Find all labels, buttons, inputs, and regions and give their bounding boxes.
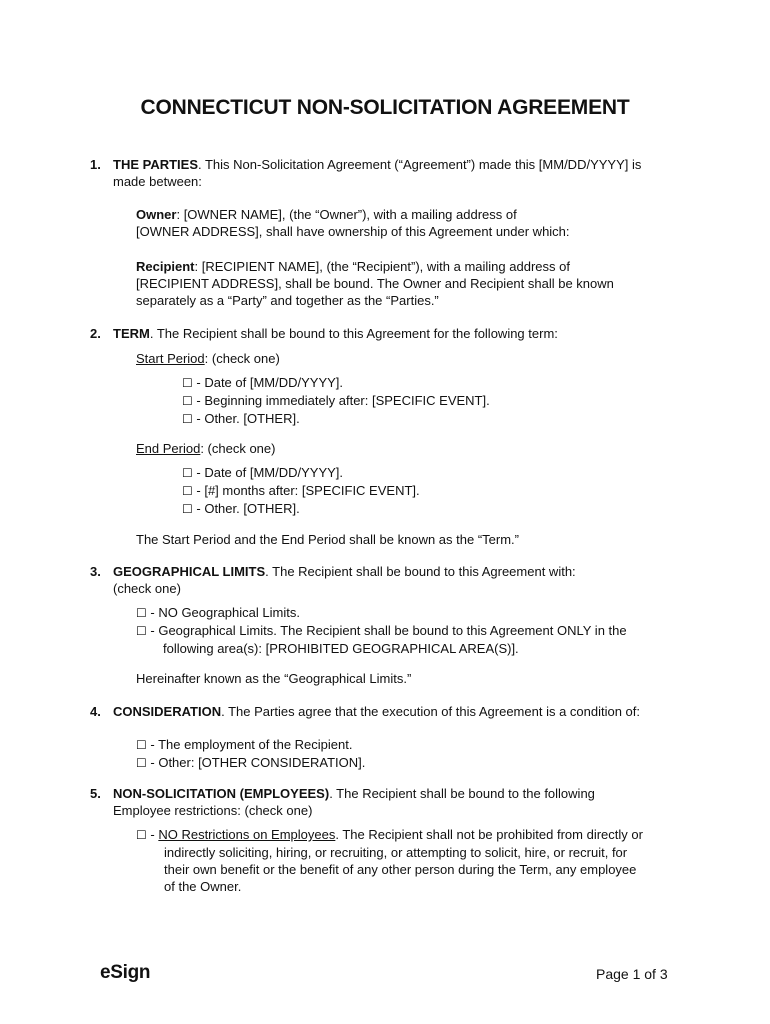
section-4-heading: CONSIDERATION [113, 704, 222, 719]
end-option-2[interactable] [182, 482, 702, 500]
consideration-options [136, 736, 696, 772]
owner-line-1: : [OWNER NAME], (the “Owner”), with a mailing address of [176, 207, 517, 222]
checkbox-icon[interactable]: ☐ [136, 606, 147, 620]
section-4-consideration [113, 703, 693, 720]
start-period-suffix: : (check one) [204, 351, 280, 366]
start-option-2[interactable] [182, 392, 702, 410]
recipient-clause [136, 258, 696, 309]
section-3-heading: GEOGRAPHICAL LIMITS [113, 564, 266, 579]
end-option-3-text: - Other. [OTHER]. [196, 501, 300, 516]
checkbox-icon[interactable]: ☐ [182, 412, 193, 426]
geo-closing: Hereinafter known as the “Geographical Limits.” [136, 671, 412, 686]
esign-logo: eSign [100, 962, 151, 983]
section-1-heading: THE PARTIES [113, 157, 198, 172]
document-title: CONNECTICUT NON-SOLICITATION AGREEMENT [140, 96, 630, 119]
geo-option-2-text-2: following area(s): [PROHIBITED GEOGRAPHICAL AREA(S)]. [163, 641, 519, 656]
section-1-number: 1. [90, 157, 101, 172]
section-5-number: 5. [90, 786, 101, 801]
end-period-suffix: : (check one) [200, 441, 276, 456]
checkbox-icon[interactable]: ☐ [136, 738, 147, 752]
section-5-nonsolicit [113, 785, 693, 819]
page-number: Page 1 of 3 [596, 966, 668, 982]
end-option-1-text: - Date of [MM/DD/YYYY]. [196, 465, 344, 480]
geo-option-1-text: - NO Geographical Limits. [150, 605, 300, 620]
end-option-2-text: - [#] months after: [SPECIFIC EVENT]. [196, 483, 420, 498]
start-period-label [136, 350, 696, 367]
start-option-2-text: - Beginning immediately after: [SPECIFIC EVENT]. [196, 393, 490, 408]
nonsolicit-option-prefix: - [150, 827, 159, 842]
consideration-option-2-text: - Other: [OTHER CONSIDERATION]. [150, 755, 366, 770]
owner-clause [136, 206, 696, 240]
recipient-line-3: separately as a “Party” and together as the “Parties.” [136, 293, 439, 308]
section-1-parties [113, 156, 693, 190]
checkbox-icon[interactable]: ☐ [136, 828, 147, 842]
nonsolicit-option-label: NO Restrictions on Employees [158, 827, 336, 842]
nonsolicit-option-line-2: indirectly soliciting, hiring, or recruiting, or attempting to solicit, hire, or recruit, for [164, 845, 628, 860]
section-1-text-2: made between: [113, 174, 202, 189]
section-3-geo [113, 563, 693, 597]
consideration-option-1-text: - The employment of the Recipient. [150, 737, 353, 752]
nonsolicit-option-line-1: . The Recipient shall not be prohibited from directly or [335, 827, 643, 842]
section-2-text: . The Recipient shall be bound to this Agreement for the following term: [149, 326, 558, 341]
start-period-options [182, 374, 702, 428]
section-3-text-2: (check one) [113, 581, 181, 596]
owner-label: Owner [136, 207, 177, 222]
recipient-line-1: : [RECIPIENT NAME], (the “Recipient”), with a mailing address of [194, 259, 570, 274]
checkbox-icon[interactable]: ☐ [182, 466, 193, 480]
section-2-heading: TERM [113, 326, 150, 341]
checkbox-icon[interactable]: ☐ [136, 624, 147, 638]
section-5-heading: NON-SOLICITATION (EMPLOYEES) [113, 786, 330, 801]
start-option-1[interactable] [182, 374, 702, 392]
start-period-title: Start Period [136, 351, 205, 366]
section-3-number: 3. [90, 564, 101, 579]
section-2-term [113, 325, 693, 342]
section-4-text: . The Parties agree that the execution of this Agreement is a condition of: [221, 704, 641, 719]
checkbox-icon[interactable]: ☐ [182, 394, 193, 408]
geo-option-1[interactable] [136, 604, 696, 622]
section-3-text: . The Recipient shall be bound to this Agreement with: [265, 564, 576, 579]
section-1-text: . This Non-Solicitation Agreement (“Agreement”) made this [MM/DD/YYYY] is [198, 157, 642, 172]
end-option-1[interactable] [182, 464, 702, 482]
nonsolicit-options [136, 826, 696, 895]
start-option-3[interactable] [182, 410, 702, 428]
start-option-3-text: - Other. [OTHER]. [196, 411, 300, 426]
nonsolicit-option-1[interactable] [136, 826, 696, 844]
checkbox-icon[interactable]: ☐ [182, 376, 193, 390]
geo-options [136, 604, 696, 657]
end-period-options [182, 464, 702, 518]
end-period-label [136, 440, 696, 457]
recipient-line-2: [RECIPIENT ADDRESS], shall be bound. The Owner and Recipient shall be known [136, 276, 614, 291]
geo-option-2-text: - Geographical Limits. The Recipient shall be bound to this Agreement ONLY in the [150, 623, 627, 638]
checkbox-icon[interactable]: ☐ [182, 502, 193, 516]
consideration-option-2[interactable] [136, 754, 696, 772]
nonsolicit-option-line-4: of the Owner. [164, 879, 242, 894]
start-option-1-text: - Date of [MM/DD/YYYY]. [196, 375, 344, 390]
owner-line-2: [OWNER ADDRESS], shall have ownership of this Agreement under which: [136, 224, 570, 239]
term-closing: The Start Period and the End Period shall be known as the “Term.” [136, 532, 519, 547]
recipient-label: Recipient [136, 259, 195, 274]
section-4-number: 4. [90, 704, 101, 719]
checkbox-icon[interactable]: ☐ [182, 484, 193, 498]
section-5-text-2: Employee restrictions: (check one) [113, 803, 313, 818]
nonsolicit-option-line-3: their own benefit or the benefit of any other person during the Term, any employee [164, 862, 637, 877]
geo-option-2[interactable] [136, 622, 696, 640]
consideration-option-1[interactable] [136, 736, 696, 754]
end-period-title: End Period [136, 441, 201, 456]
end-option-3[interactable] [182, 500, 702, 518]
section-5-text: . The Recipient shall be bound to the following [329, 786, 595, 801]
checkbox-icon[interactable]: ☐ [136, 756, 147, 770]
section-2-number: 2. [90, 326, 101, 341]
